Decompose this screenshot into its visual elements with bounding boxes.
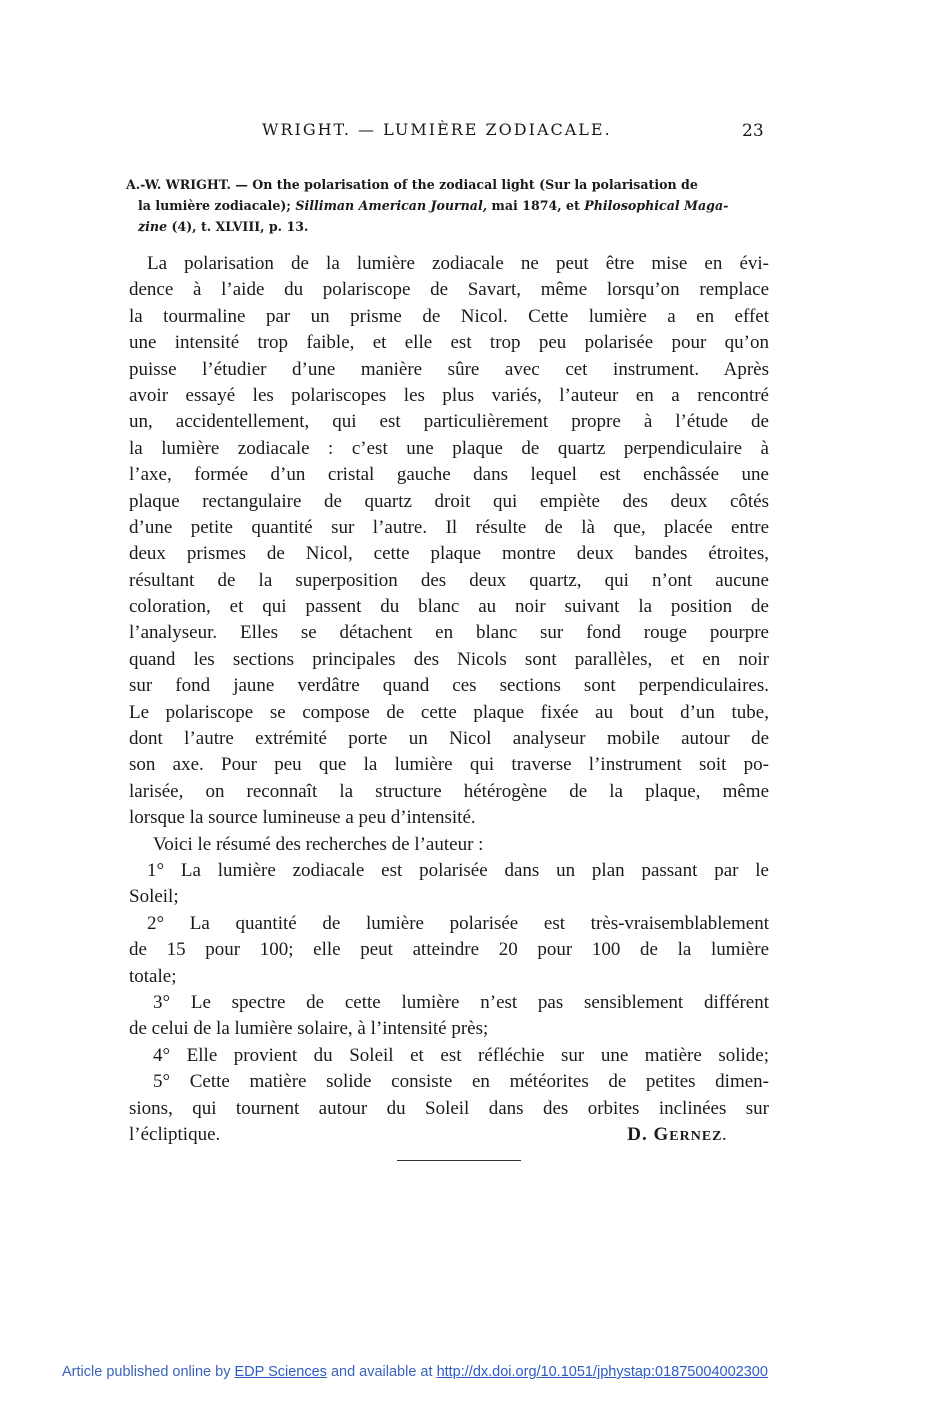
publication-footer [62,1364,768,1380]
body-line: deux prismes de Nicol, cette plaque montre deux bandes étroites, [129,543,769,565]
summary-item-2-cont: de 15 pour 100; elle peut atteindre 20 pour 100 de la lumière [129,939,769,961]
body-line: plaque rectangulaire de quartz droit qui empiète des deux côtés [129,490,769,512]
reference-text: mai 1874, et [487,198,585,213]
body-line: une intensité trop faible, et elle est trop peu polarisée pour qu’on [129,332,769,354]
closing-line [129,1122,769,1148]
body-line: Le polariscope se compose de cette plaque fixée au bout d’un tube, [129,701,769,723]
article-body [129,251,769,1148]
page-number: 23 [742,121,764,141]
reference-line-1: A.-W. WRIGHT. — On the polarisation of the zodiacal light (Sur la polarisation de [126,177,698,192]
summary-item-1: 1° La lumière zodiacale est polarisée dans un plan passant par le [147,859,769,881]
body-line: dence à l’aide du polariscope de Savart, même lorsqu’on remplace [129,279,769,301]
footer-text: and available at [326,1364,437,1380]
journal-title: Silliman American Journal, [295,198,488,213]
body-line: dont l’autre extrémité porte un Nicol analyseur mobile autour de [129,728,769,750]
body-line: coloration, et qui passent du blanc au noir suivant la position de [129,596,769,618]
signature-surname: ERNEZ. [669,1128,727,1144]
doi-link[interactable]: http://dx.doi.org/10.1051/jphystap:01875004002300 [436,1364,768,1380]
body-line: sur fond jaune verdâtre quand ces sections sont perpendiculaires. [129,675,769,697]
footer-text: Article published online by [62,1364,235,1380]
reference-line-3 [126,216,766,237]
summary-item-2-cont: totale; [129,965,177,987]
body-line: son axe. Pour peu que la lumière qui traverse l’instrument soit po- [129,754,769,776]
summary-item-5: 5° Cette matière solide consiste en météorites de petites dimen- [153,1071,769,1093]
reference-text: la lumière zodiacale); [138,198,296,213]
summary-item-3-cont: de celui de la lumière solaire, à l’intensité près; [129,1018,489,1040]
summary-intro: Voici le résumé des recherches de l’auteur : [153,833,484,855]
body-line: l’axe, formée d’un cristal gauche dans lequel est enchâssée une [129,464,769,486]
bibliographic-reference [126,174,766,237]
reference-text: (4), t. XLVIII, p. 13. [167,219,309,234]
body-line: puisse l’étudier d’une manière sûre avec cet instrument. Après [129,358,769,380]
body-line: un, accidentellement, qui est particulièrement propre à l’étude de [129,411,769,433]
reference-line-2 [126,195,766,216]
journal-title: zine [138,219,168,234]
summary-item-3: 3° Le spectre de cette lumière n’est pas sensiblement différent [153,991,769,1013]
body-line: la lumière zodiacale : c’est une plaque de quartz perpendiculaire à [129,437,769,459]
summary-item-4: 4° Elle provient du Soleil et est réfléchie sur une matière solide; [153,1044,769,1066]
body-line: avoir essayé les polariscopes les plus variés, l’auteur en a rencontré [129,384,769,406]
body-line: lorsque la source lumineuse a peu d’intensité. [129,807,476,829]
summary-item-2: 2° La quantité de lumière polarisée est très-vraisemblablement [147,912,769,934]
body-line: l’analyseur. Elles se détachent en blanc sur fond rouge pourpre [129,622,769,644]
summary-item-1-cont: Soleil; [129,886,179,908]
body-line: résultant de la superposition des deux quartz, qui n’ont aucune [129,569,769,591]
summary-item-5-cont: sions, qui tournent autour du Soleil dans des orbites inclinées sur [129,1097,769,1119]
signature-initial: D. G [627,1123,670,1145]
body-line: La polarisation de la lumière zodiacale ne peut être mise en évi- [147,253,769,274]
journal-title: Philosophical Maga- [584,198,729,213]
body-line: larisée, on reconnaît la structure hétérogène de la plaque, même [129,780,769,802]
section-end-rule [397,1160,521,1161]
summary-item-5-end: l’écliptique. [129,1123,221,1145]
body-line: la tourmaline par un prisme de Nicol. Cette lumière a en effet [129,305,769,327]
running-head: WRIGHT. — LUMIÈRE ZODIACALE. [262,120,612,139]
author-signature [627,1122,769,1148]
publisher-link[interactable]: EDP Sciences [234,1364,327,1380]
body-line: quand les sections principales des Nicols sont parallèles, et en noir [129,648,769,670]
body-line: d’une petite quantité sur l’autre. Il résulte de là que, placée entre [129,516,769,538]
